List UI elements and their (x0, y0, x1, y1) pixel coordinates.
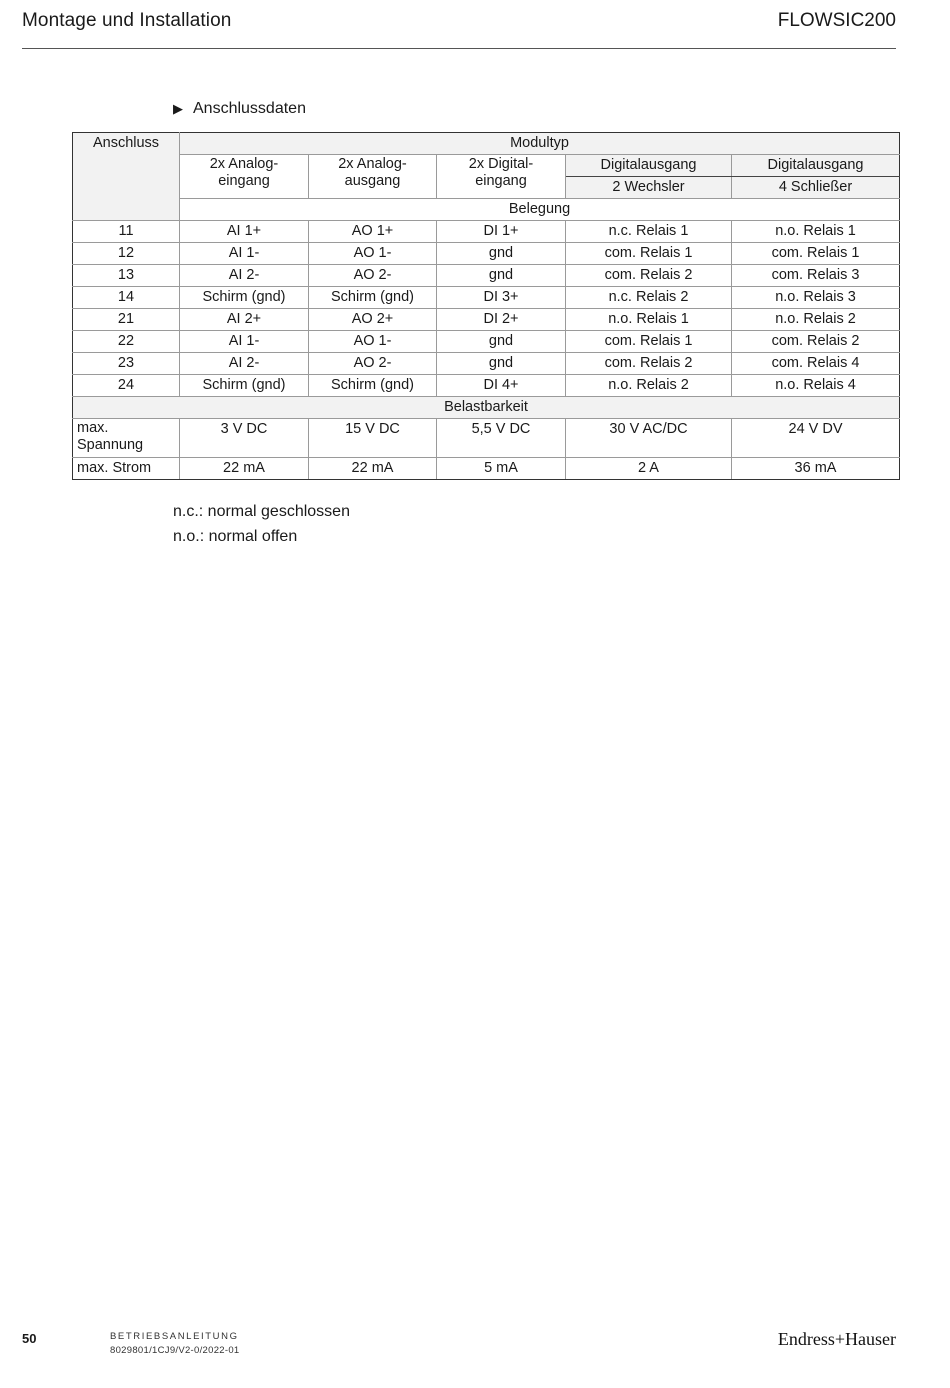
cell-anschluss: 11 (73, 221, 180, 243)
cell: AI 2- (180, 265, 309, 287)
cell: com. Relais 2 (566, 353, 732, 375)
cell: DI 2+ (437, 309, 566, 331)
cell: 15 V DC (309, 419, 437, 458)
cell: 22 mA (309, 458, 437, 480)
cell-anschluss: 21 (73, 309, 180, 331)
cell: DI 4+ (437, 375, 566, 397)
cell: com. Relais 2 (566, 265, 732, 287)
cell: AI 1- (180, 243, 309, 265)
table-row (73, 375, 900, 397)
table-row (73, 331, 900, 353)
brand-logo: Endress+Hauser (777, 1329, 896, 1349)
table-row (73, 353, 900, 375)
module-type-analog-out: 2x Analog- ausgang (309, 155, 437, 199)
module-type-analog-in: 2x Analog- eingang (180, 155, 309, 199)
table-row (73, 243, 900, 265)
cell: n.o. Relais 1 (566, 309, 732, 331)
cell: AO 2+ (309, 309, 437, 331)
module-type-digital-in: 2x Digital- eingang (437, 155, 566, 199)
cell: 5 mA (437, 458, 566, 480)
cell: AO 2- (309, 265, 437, 287)
cell: AO 2- (309, 353, 437, 375)
cell: DI 3+ (437, 287, 566, 309)
section-label-text: Anschlussdaten (193, 100, 306, 117)
table-row (73, 309, 900, 331)
connection-data-table (72, 132, 900, 480)
cell-load-label: max. Spannung (73, 419, 180, 458)
doc-type: BETRIEBSANLEITUNG (110, 1331, 239, 1342)
table-row (73, 221, 900, 243)
cell: n.o. Relais 2 (732, 309, 900, 331)
header-belegung: Belegung (180, 199, 900, 221)
note-nc: n.c.: normal geschlossen (173, 503, 350, 520)
cell: n.c. Relais 2 (566, 287, 732, 309)
cell: 5,5 V DC (437, 419, 566, 458)
digital-out-sub-1: 2 Wechsler (566, 177, 732, 199)
cell: 3 V DC (180, 419, 309, 458)
triangle-bullet-icon: ▶ (173, 101, 183, 116)
cell-anschluss: 23 (73, 353, 180, 375)
table-row (73, 287, 900, 309)
cell-anschluss: 12 (73, 243, 180, 265)
cell: Schirm (gnd) (180, 375, 309, 397)
cell: gnd (437, 331, 566, 353)
cell: n.c. Relais 1 (566, 221, 732, 243)
header-belastbarkeit: Belastbarkeit (73, 397, 900, 419)
cell: AO 1- (309, 331, 437, 353)
cell: 24 V DV (732, 419, 900, 458)
cell: 30 V AC/DC (566, 419, 732, 458)
note-no: n.o.: normal offen (173, 528, 298, 545)
cell-anschluss: 22 (73, 331, 180, 353)
cell: AI 1+ (180, 221, 309, 243)
cell: n.o. Relais 3 (732, 287, 900, 309)
cell: n.o. Relais 1 (732, 221, 900, 243)
cell: AI 2- (180, 353, 309, 375)
cell-anschluss: 13 (73, 265, 180, 287)
section-title: Montage und Installation (22, 10, 232, 31)
cell: com. Relais 2 (732, 331, 900, 353)
cell: Schirm (gnd) (309, 375, 437, 397)
cell-anschluss: 24 (73, 375, 180, 397)
digital-out-sub-2: 4 Schließer (732, 177, 900, 199)
cell: 36 mA (732, 458, 900, 480)
module-type-digital-out-2: Digitalausgang (732, 155, 900, 177)
cell: com. Relais 1 (566, 331, 732, 353)
doc-code: 8029801/1CJ9/V2-0/2022-01 (110, 1345, 240, 1356)
cell: 2 A (566, 458, 732, 480)
cell: n.o. Relais 4 (732, 375, 900, 397)
cell-load-label: max. Strom (73, 458, 180, 480)
cell-anschluss: 14 (73, 287, 180, 309)
cell: com. Relais 4 (732, 353, 900, 375)
header-anschluss: Anschluss (73, 133, 180, 221)
section-label (173, 100, 306, 118)
cell: gnd (437, 243, 566, 265)
cell: com. Relais 3 (732, 265, 900, 287)
cell: Schirm (gnd) (309, 287, 437, 309)
product-name: FLOWSIC200 (777, 10, 896, 31)
cell: Schirm (gnd) (180, 287, 309, 309)
cell: AI 2+ (180, 309, 309, 331)
cell: gnd (437, 353, 566, 375)
cell: gnd (437, 265, 566, 287)
cell: com. Relais 1 (732, 243, 900, 265)
cell: AO 1- (309, 243, 437, 265)
header-modultyp: Modultyp (180, 133, 900, 155)
table-row (73, 265, 900, 287)
table-row (73, 419, 900, 458)
page-number: 50 (22, 1331, 37, 1346)
header-divider (22, 48, 896, 49)
table-row (73, 458, 900, 480)
cell: AO 1+ (309, 221, 437, 243)
cell: AI 1- (180, 331, 309, 353)
cell: n.o. Relais 2 (566, 375, 732, 397)
cell: 22 mA (180, 458, 309, 480)
module-type-digital-out-1: Digitalausgang (566, 155, 732, 177)
cell: com. Relais 1 (566, 243, 732, 265)
cell: DI 1+ (437, 221, 566, 243)
